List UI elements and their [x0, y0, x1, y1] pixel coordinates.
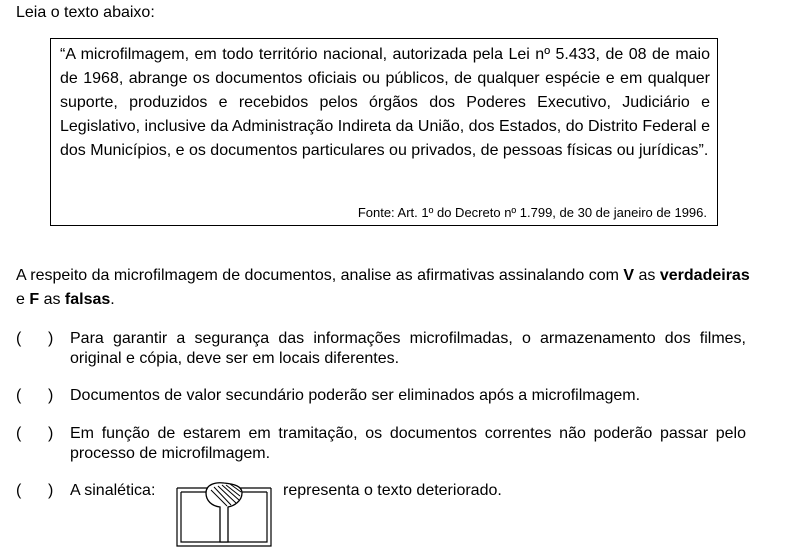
prompt-part: e [16, 291, 30, 308]
question-prompt [16, 264, 751, 312]
paren-open: ( [16, 425, 22, 442]
answer-blank[interactable] [16, 386, 54, 406]
paren-open: ( [16, 387, 22, 404]
prompt-part: . [110, 291, 115, 308]
quote-box [50, 38, 718, 226]
answer-blank[interactable] [16, 481, 54, 501]
prompt-part: A respeito da microfilmagem de documentos, analise as afirmativas assinalando com [16, 267, 624, 284]
paren-open: ( [16, 330, 22, 347]
prompt-v: V [623, 267, 635, 284]
statement-text: A sinalética: [70, 482, 156, 499]
answer-blank[interactable] [16, 329, 54, 349]
prompt-f: F [29, 291, 40, 308]
paren-close: ) [48, 330, 54, 347]
statement-text-after-symbol: representa o texto deteriorado. [283, 482, 502, 499]
prompt-verdadeiras: verdadeiras [659, 267, 750, 284]
paren-close: ) [48, 425, 54, 442]
statement-text: Documentos de valor secundário poderão ser eliminados após a microfilmagem. [70, 387, 641, 404]
quote-source: Fonte: Art. 1º do Decreto nº 1.799, de 30 de janeiro de 1996. [357, 205, 707, 220]
paren-open: ( [16, 482, 22, 499]
prompt-part: as [634, 267, 660, 284]
prompt-falsas: falsas [64, 291, 111, 308]
statement-text: Para garantir a segurança das informações microfilmadas, o armazenamento dos filmes, original e cópia, deve ser em locais diferentes. [70, 330, 746, 367]
paren-close: ) [48, 482, 54, 499]
prompt-part: as [39, 291, 65, 308]
answer-blank[interactable] [16, 424, 54, 444]
deteriorated-text-symbol-icon [176, 482, 272, 549]
paren-close: ) [48, 387, 54, 404]
quote-text: “A microfilmagem, em todo território nacional, autorizada pela Lei nº 5.433, de 08 de maio de 1968, abrange os documentos oficiais ou públicos, de qualquer espécie e em qualquer suporte, produzidos e recebidos pelos órgãos dos Poderes Executivo, Judiciário e Legislativo, inclusive da Administração Indireta da União, dos Estados, do Distrito Federal e dos Municípios, e os documentos particulares ou privados, de pessoas físicas ou jurídicas”. [60, 46, 710, 159]
statement-text: Em função de estarem em tramitação, os documentos correntes não poderão passar pelo processo de microfilmagem. [70, 425, 746, 462]
intro-text: Leia o texto abaixo: [16, 4, 155, 21]
